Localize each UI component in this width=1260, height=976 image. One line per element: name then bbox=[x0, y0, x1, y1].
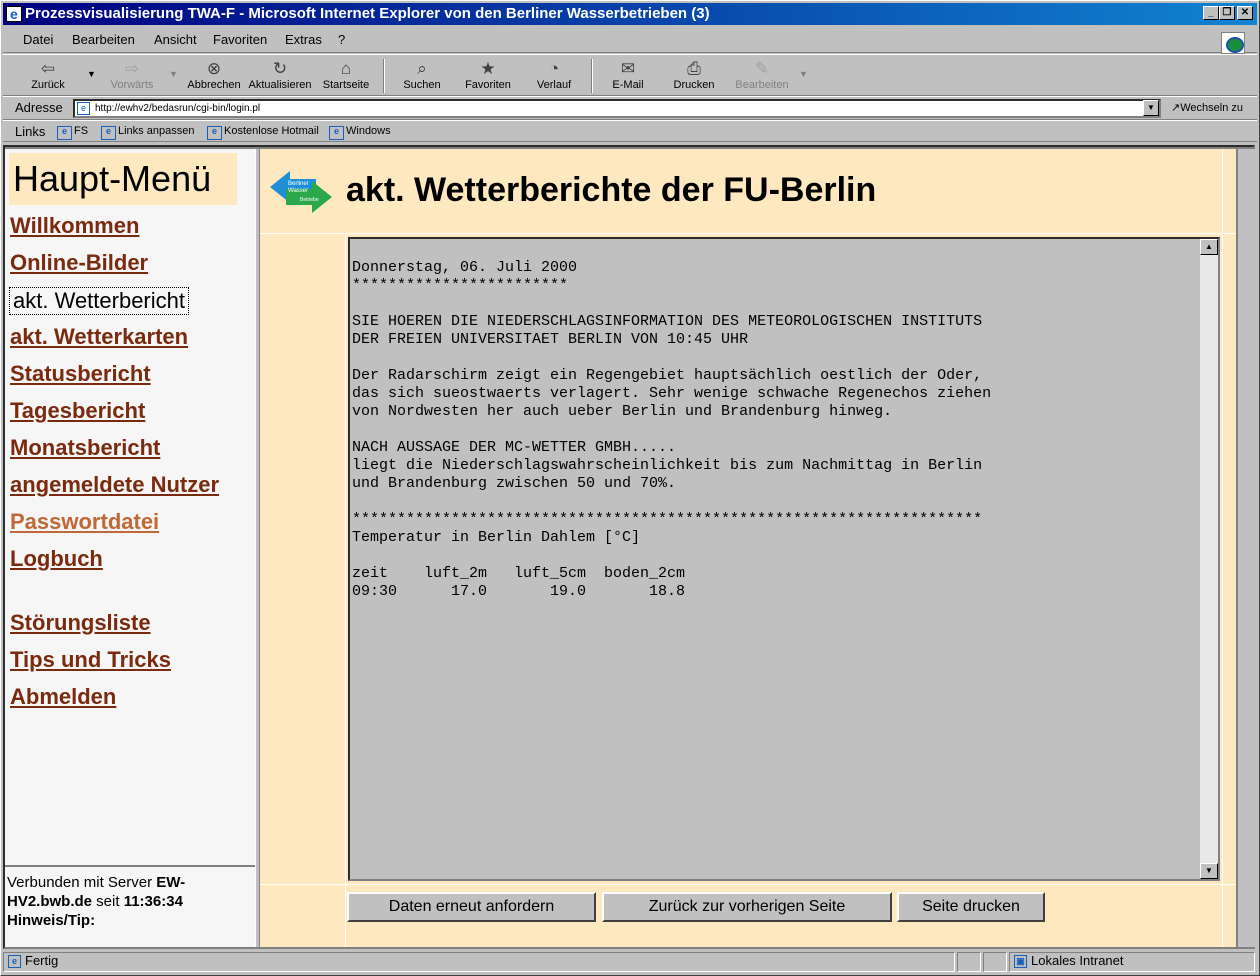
logo-text-1: Berliner bbox=[288, 181, 309, 187]
address-dropdown-icon[interactable]: ▼ bbox=[1143, 100, 1159, 116]
edit-button[interactable]: ✎ Bearbeiten bbox=[735, 59, 789, 91]
toolbar-separator bbox=[591, 59, 593, 93]
nav-tips-und-tricks[interactable]: Tips und Tricks bbox=[10, 647, 171, 672]
ie-app-icon bbox=[6, 6, 22, 22]
back-button[interactable]: ⇦ Zurück bbox=[31, 59, 65, 91]
favorites-icon: ★ bbox=[480, 59, 496, 78]
edit-icon: ✎ bbox=[754, 59, 770, 78]
logo-text-3: Betriebe bbox=[300, 197, 319, 203]
nav-passwortdatei[interactable]: Passwortdatei bbox=[10, 509, 160, 534]
menu-ansicht[interactable]: Ansicht bbox=[154, 32, 197, 47]
link-windows[interactable]: e Windows bbox=[329, 125, 391, 140]
standard-toolbar bbox=[3, 54, 1257, 96]
weather-report-text: Donnerstag, 06. Juli 2000 ************************ SIE HOEREN DIE NIEDERSCHLAGSINFORMATION DES METEOROLOGISCHEN INSTITUTS DER FREIEN UNIVERSITAET BERLIN VON 10:45 UHR Der Radarschirm zeigt ein Regengebiet hauptsächlich oestlich der Oder, das sich sueostwaerts verlagert. Sehr wenige schwache Regenechos ziehen von Nordwesten her auch ueber Berlin und Brandenburg hinweg. NACH AUSSAGE DER MC-WETTER GMBH..... liegt die Niederschlagswahrscheinlichkeit bis zum Nachmittag in Berlin und Brandenburg zwischen 50 und 70%. ********************************************************************** Temperatur in Berlin Dahlem [°C] zeit luft_2m luft_5cm boden_2cm 09:30 17.0 19.0 18.8 bbox=[352, 259, 992, 600]
menu-extras[interactable]: Extras bbox=[285, 32, 322, 47]
menu-bearbeiten[interactable]: Bearbeiten bbox=[72, 32, 135, 47]
back-previous-page-button[interactable]: Zurück zur vorherigen Seite bbox=[602, 892, 892, 922]
nav-statusbericht[interactable]: Statusbericht bbox=[10, 361, 151, 386]
history-button[interactable]: ◔ Verlauf bbox=[536, 59, 572, 91]
page-scrollbar[interactable] bbox=[1237, 149, 1255, 947]
home-button[interactable]: ⌂ Startseite bbox=[322, 59, 370, 91]
minimize-button[interactable]: _ bbox=[1203, 6, 1219, 20]
nav-monatsbericht[interactable]: Monatsbericht bbox=[10, 435, 161, 460]
divider bbox=[1222, 149, 1223, 947]
mail-button[interactable]: ✉ E-Mail bbox=[612, 59, 644, 91]
stop-icon: ⊗ bbox=[206, 59, 222, 78]
link-fs[interactable]: e FS bbox=[57, 125, 88, 140]
nav-stoerungsliste[interactable]: Störungsliste bbox=[10, 610, 151, 635]
scroll-up-icon[interactable]: ▲ bbox=[1200, 239, 1218, 255]
mail-icon: ✉ bbox=[620, 59, 636, 78]
address-label: Adresse bbox=[15, 100, 63, 115]
go-arrow-icon: ↗ bbox=[1171, 102, 1181, 114]
nav-abmelden[interactable]: Abmelden bbox=[10, 684, 117, 709]
links-label: Links bbox=[15, 124, 46, 139]
connection-time: 11:36:34 bbox=[123, 893, 183, 910]
home-icon: ⌂ bbox=[340, 59, 352, 78]
menu-datei[interactable]: Datei bbox=[23, 32, 54, 47]
search-icon: ⌕ bbox=[417, 59, 427, 78]
page-title: akt. Wetterberichte der FU-Berlin bbox=[346, 171, 877, 209]
nav-akt-wetterkarten[interactable]: akt. Wetterkarten bbox=[10, 324, 189, 349]
link-hotmail[interactable]: e Kostenlose Hotmail bbox=[207, 125, 319, 140]
title-bar bbox=[3, 3, 1257, 25]
forward-button[interactable]: ⇨ Vorwärts bbox=[110, 59, 154, 91]
nav-angemeldete-nutzer[interactable]: angemeldete Nutzer bbox=[10, 472, 220, 497]
weather-report-textarea[interactable] bbox=[348, 237, 1220, 881]
menu-favoriten[interactable]: Favoriten bbox=[213, 32, 268, 47]
refresh-data-button[interactable]: Daten erneut anfordern bbox=[347, 892, 596, 922]
page-icon: e bbox=[77, 102, 90, 115]
ie-throbber-icon bbox=[1221, 32, 1245, 54]
menu-help[interactable]: ? bbox=[338, 32, 346, 47]
nav-logbuch[interactable]: Logbuch bbox=[10, 546, 103, 571]
status-panel bbox=[957, 952, 981, 972]
refresh-icon: ↻ bbox=[272, 59, 288, 78]
security-zone-panel: ▣ Lokales Intranet bbox=[1009, 952, 1255, 972]
refresh-button[interactable]: ↻ Aktualisieren bbox=[248, 59, 312, 91]
links-bar bbox=[3, 120, 1257, 142]
stop-button[interactable]: ⊗ Abbrechen bbox=[187, 59, 241, 91]
nav-willkommen[interactable]: Willkommen bbox=[10, 213, 140, 238]
search-button[interactable]: ⌕ Suchen bbox=[403, 59, 441, 91]
link-links-anpassen[interactable]: e Links anpassen bbox=[101, 125, 194, 140]
logo-text-2: Wasser bbox=[288, 188, 309, 194]
navigation-frame bbox=[5, 149, 255, 947]
back-dropdown-icon[interactable]: ▼ bbox=[87, 69, 96, 79]
bwb-logo bbox=[268, 167, 334, 217]
edit-dropdown-icon[interactable]: ▼ bbox=[799, 69, 808, 79]
close-button[interactable]: ✕ bbox=[1237, 6, 1253, 20]
history-icon: ◔ bbox=[548, 59, 560, 78]
report-scrollbar[interactable] bbox=[1200, 239, 1218, 879]
main-frame bbox=[260, 149, 1236, 947]
connection-status: Verbunden mit Server EW-HV2.bwb.de seit 11:36:34 Hinweis/Tip: bbox=[5, 865, 255, 930]
print-page-button[interactable]: Seite drucken bbox=[897, 892, 1045, 922]
back-arrow-icon: ⇦ bbox=[40, 59, 56, 78]
favorites-button[interactable]: ★ Favoriten bbox=[465, 59, 511, 91]
go-button[interactable]: ↗Wechseln zu bbox=[1171, 102, 1243, 114]
intranet-icon: ▣ bbox=[1014, 955, 1027, 968]
menu-bar bbox=[3, 27, 1257, 53]
status-text-panel: e Fertig bbox=[3, 952, 955, 972]
divider bbox=[260, 233, 1236, 234]
nav-akt-wetterbericht[interactable]: akt. Wetterbericht bbox=[9, 287, 189, 315]
printer-icon: ⎙ bbox=[687, 59, 701, 78]
divider bbox=[345, 233, 346, 947]
toolbar-separator bbox=[383, 59, 385, 93]
server-name: EW-HV2.bwb.de bbox=[7, 874, 186, 910]
divider bbox=[260, 884, 1236, 885]
status-bar bbox=[3, 951, 1257, 973]
nav-online-bilder[interactable]: Online-Bilder bbox=[10, 250, 149, 275]
forward-arrow-icon: ⇨ bbox=[124, 59, 140, 78]
hint-label: Hinweis/Tip: bbox=[7, 912, 96, 929]
page-done-icon: e bbox=[8, 955, 21, 968]
nav-tagesbericht[interactable]: Tagesbericht bbox=[10, 398, 146, 423]
address-bar bbox=[3, 96, 1257, 120]
address-input[interactable]: e http://ewhv2/bedasrun/cgi-bin/login.pl bbox=[73, 99, 1161, 118]
nav-title: Haupt-Menü bbox=[9, 153, 237, 205]
restore-button[interactable]: ❐ bbox=[1219, 6, 1235, 20]
status-panel bbox=[983, 952, 1007, 972]
forward-dropdown-icon[interactable]: ▼ bbox=[169, 69, 178, 79]
print-button[interactable]: ⎙ Drucken bbox=[673, 59, 715, 91]
scroll-down-icon[interactable]: ▼ bbox=[1200, 863, 1218, 879]
window-title: Prozessvisualisierung TWA-F - Microsoft Internet Explorer von den Berliner Wasserbetrieben (3) bbox=[25, 5, 710, 22]
